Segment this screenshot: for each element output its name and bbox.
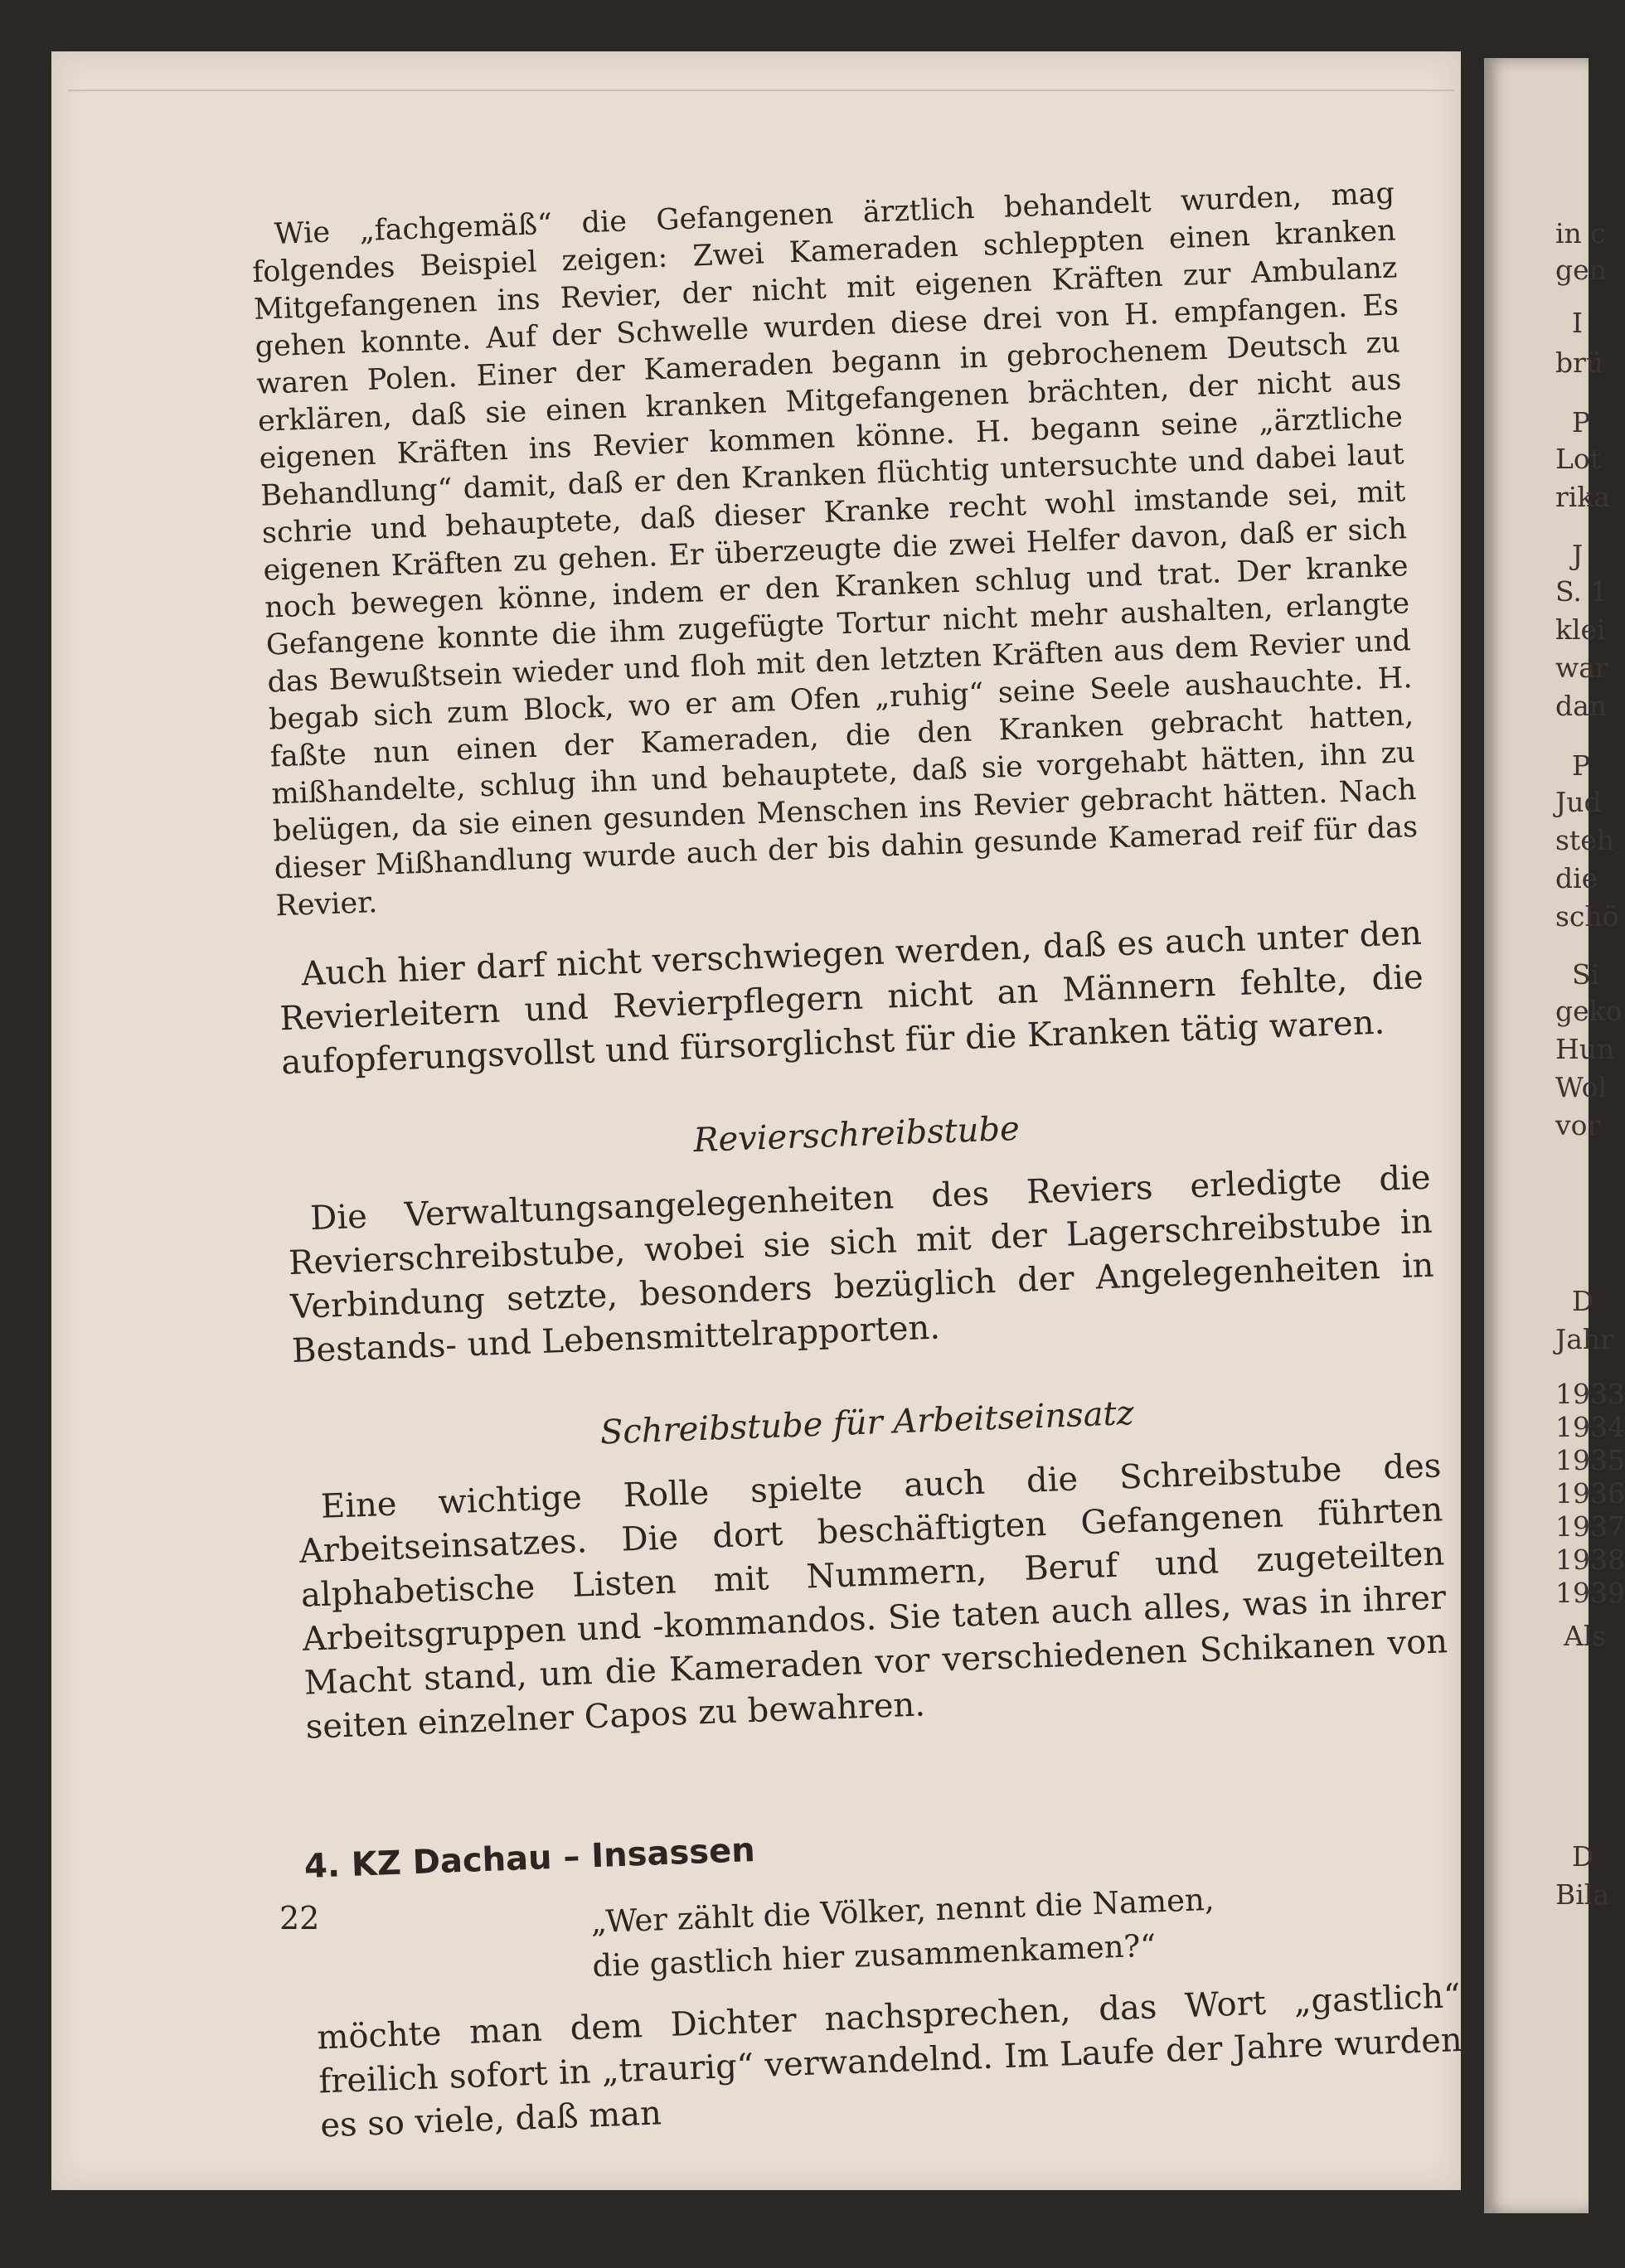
next-page-fragment: klei [1555,613,1606,646]
next-page-fragment: 1937 [1555,1510,1625,1543]
next-page-fragment: schö [1555,900,1619,933]
next-page-fragment: geko [1555,995,1623,1027]
next-page-fragment: P [1572,406,1591,439]
next-page-fragment: D [1572,1840,1594,1873]
page-number: 22 [279,1900,320,1936]
next-page-fragment: 1938 [1555,1544,1625,1576]
next-page-fragment: rika [1555,481,1610,513]
next-page-fragment: 1933 [1555,1378,1625,1410]
paragraph-revierschreibstube: Die Verwaltungsangelegenheiten des Reviers erledigte die Revierschreibstube, wobei sie sich mit der Lagerschreibstube in Verbindung setzte, besonders bezüglich der Angelegenheiten in Bestands- und Lebensmittelrapporten. [288,1158,1435,1371]
next-page-fragment: 1939 [1555,1577,1625,1609]
next-page-fragment: Jahr [1555,1323,1613,1355]
next-page-fragment: die [1555,862,1598,894]
page-edge-line [68,90,1454,91]
chapter-heading: 4. KZ Dachau – Insassen [303,1831,756,1886]
next-page-fragment: war [1555,652,1608,684]
book-page [51,51,1461,2190]
next-page-fragment: I [1572,307,1584,339]
next-page-fragment: steh [1555,824,1614,856]
page-content [250,175,1464,2148]
paragraph-treatment: Wie „fachgemäß“ die Gefangenen ärztlich behandelt wurden, mag folgendes Beispiel zeigen: Zwei Kameraden schleppten einen kranken Mitgefangenen ins Revier, der nicht mit eigenen Kräften zur Ambulanz gehen konnte. Auf der Schwelle wurden diese drei von H. empfangen. Es waren Polen. Einer der Kameraden begann in gebrochenem Deutsch zu erklären, daß sie einen kranken Mitgefangenen brächten, der nicht aus eigenen Kräften ins Revier kommen könne. H. begann seine „ärztliche Behandlung“ damit, daß er den Kranken flüchtig untersuchte und dabei laut schrie und behauptete, daß dieser Kranke recht wohl imstande sei, mit eigenen Kräften zu gehen. Er überzeugte die zwei Helfer davon, daß er sich noch bewegen könne, indem er den Kranken schlug und trat. Der kranke Gefangene konnte die ihm zugefügte Tortur nicht mehr aushalten, erlangte das Bewußtsein wieder und floh mit den letzten Kräften aus dem Revier und begab sich zum Block, wo er am Ofen „ruhig“ seine Seele aushauchte. H. faßte nun einen der Kameraden, die den Kranken gebracht hatten, mißhandelte, schlug ihn und behauptete, daß sie vorgehabt hätten, ihn zu belügen, da sie einen gesunden Menschen ins Revier gebracht hätten. Nach dieser Mißhandlung wurde auch der bis dahin gesunde Kamerad reif für das Revier. [251,177,1419,923]
quote-line: die gastlich hier zusammenkamen?“ [591,1927,1157,1984]
next-page-fragment: Hun [1555,1033,1615,1065]
next-page-fragment: S. 1 [1555,575,1608,608]
next-page-fragment: Lot [1555,443,1602,475]
next-page-fragment: vor [1555,1109,1601,1141]
quote-line: „Wer zählt die Völker, nennt die Namen, [589,1881,1215,1941]
paragraph-closing: möchte man dem Dichter nachsprechen, das Wort „gastlich“ freilich sofort in „traurig“ verwandelnd. Im Laufe der Jahre wurden es so viele, daß man [316,1976,1463,2145]
next-page-fragment: Bila [1555,1878,1610,1911]
next-page-fragment: 1935 [1555,1444,1625,1476]
next-page-fragment: in c [1555,217,1606,250]
next-page-fragment: Wol [1555,1071,1608,1103]
next-page-strip [1484,58,1625,2213]
next-page-fragment: Jud [1555,786,1602,818]
next-page-fragment: 1936 [1555,1477,1625,1510]
next-page-fragment: dan [1555,690,1608,722]
next-page-fragment: Als [1564,1620,1607,1652]
next-page-fragment: 1934 [1555,1411,1625,1443]
next-page-fragment: Si [1572,958,1600,991]
next-page-fragment: brü [1555,346,1604,379]
next-page-fragment: gen [1555,254,1607,286]
paragraph-caregivers: Auch hier darf nicht verschwiegen werden, daß es auch unter den Revierleitern und Revierpflegern nicht an Männern fehlte, die aufopferungsvollst und fürsorglichst für die Kranken tätig waren. [279,914,1424,1083]
next-page-fragment: P [1572,749,1591,782]
section-title-revierschreibstube: Revierschreibstube [692,1109,1021,1161]
next-page-fragment: J [1572,539,1584,571]
section-title-arbeitseinsatz: Schreibstube für Arbeitseinsatz [599,1393,1135,1452]
next-page-fragment: D [1572,1285,1594,1317]
paragraph-arbeitseinsatz: Eine wichtige Rolle spielte auch die Schreibstube des Arbeitseinsatzes. Die dort beschäftigten Gefangenen führten alphabetische Listen mit Nummern, Beruf und zugeteilten Arbeitsgruppen und -kommandos. Sie taten auch alles, was in ihrer Macht stand, um die Kameraden vor verschiedenen Schikanen von seiten einzelner Capos zu bewahren. [298,1447,1448,1747]
